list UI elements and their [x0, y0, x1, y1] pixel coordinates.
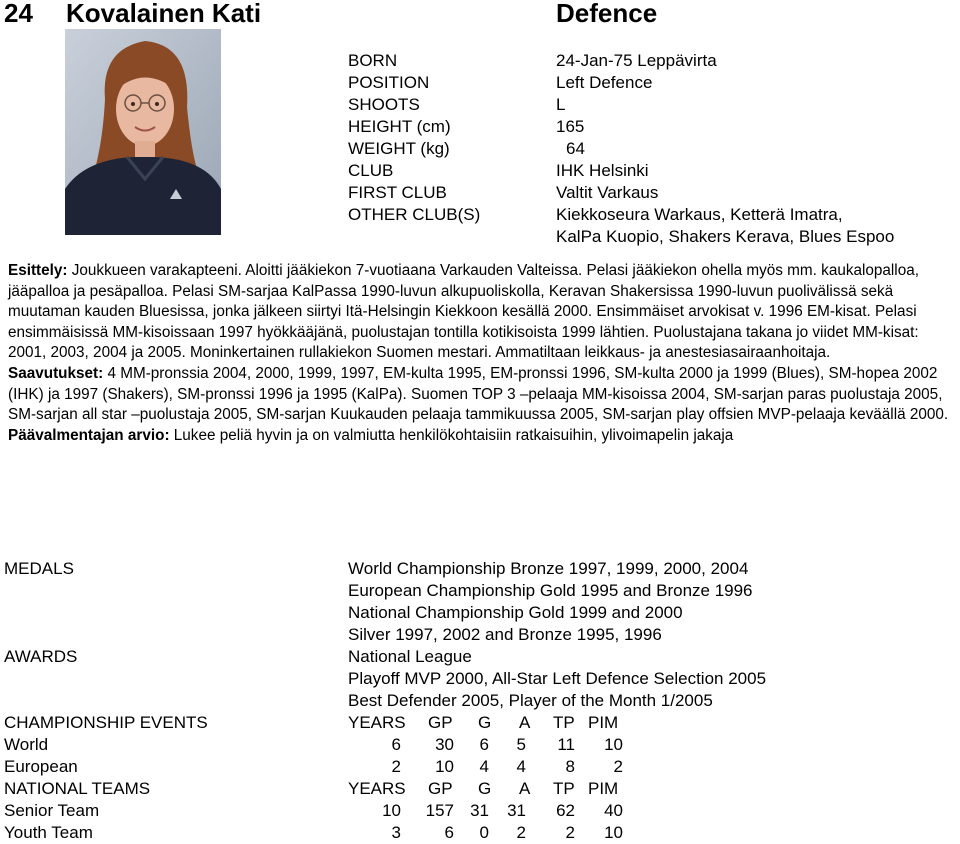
award-line: Playoff MVP 2000, All-Star Left Defence Selection 2005: [348, 669, 767, 688]
table-cell: 11: [557, 735, 575, 754]
award-line: Best Defender 2005, Player of the Month 1/2005: [348, 691, 713, 710]
national-header-gp: GP: [428, 779, 453, 798]
championship-header-a: A: [519, 713, 531, 732]
table-row-label: Youth Team: [4, 823, 93, 842]
table-cell: 4: [479, 757, 489, 776]
table-cell: 31: [470, 801, 489, 820]
info-label-weight: WEIGHT (kg): [348, 139, 450, 158]
table-row-label: Senior Team: [4, 801, 100, 820]
table-row-label: World: [4, 735, 49, 754]
championship-header-pim: PIM: [588, 713, 619, 732]
position-title: Defence: [556, 0, 658, 28]
achievements-text: 4 MM-pronssia 2004, 2000, 1999, 1997, EM-kulta 1995, EM-pronssi 1996, SM-kulta 2000 ja 1999 (Blues), SM-hopea 2002 (IHK) ja 1997 (Shakers), SM-pronssi 1996 ja 1995 (KalPa). Suomen TOP 3 –pelaaja MM-kisoissa 2004, SM-sarjan paras puolustaja 2005, SM-sarjan all star –puolustaja 2005, SM-sarjan Kuukauden pelaaja tammikuussa 2005, SM-sarjan play offsien MVP-pelaaja keväällä 2000.: [8, 364, 949, 424]
info-value-weight: 64: [566, 139, 585, 158]
medal-line: World Championship Bronze 1997, 1999, 2000, 2004: [348, 559, 749, 578]
table-cell: 31: [507, 801, 526, 820]
awards-label: AWARDS: [4, 647, 78, 666]
medal-line: National Championship Gold 1999 and 2000: [348, 603, 683, 622]
achievements-label: Saavutukset:: [8, 364, 104, 382]
intro-text: Joukkueen varakapteeni. Aloitti jääkiekon 7-vuotiaana Varkauden Valteissa. Pelasi jääkiekon ohella myös mm. kaukalopalloa, jääpalloa ja pesäpalloa. Pelasi SM-sarjaa KalPassa 1990-luvun alkupuoliskolla, Keravan Shakersissa 1990-luvun puolivälissä sekä muutaman kauden Bluesissa, jonka jälkeen siirtyi Itä-Helsingin Kiekkoon kesällä 2000. Ensimmäiset arvokisat v. 1996 EM-kisat. Pelasi ensimmäisissä MM-kisoissaan 1997 hyökkääjänä, puolustajan tontilla kotikisoista 1999 lähtien. Puolustajana takana jo viidet MM-kisat: 2001, 2003, 2004 ja 2005. Moninkertainen rullakiekon Suomen mestari. Ammatiltaan leikkaus- ja anestesiasairaanhoitaja.: [8, 262, 919, 362]
player-photo: [65, 29, 221, 235]
championship-header-gp: GP: [428, 713, 453, 732]
info-label-position: POSITION: [348, 73, 430, 92]
table-cell: 5: [516, 735, 526, 754]
info-value-other-clubs-cont: KalPa Kuopio, Shakers Kerava, Blues Espoo: [556, 227, 895, 246]
table-cell: 40: [604, 801, 623, 820]
medal-line: European Championship Gold 1995 and Bronze 1996: [348, 581, 753, 600]
championship-header-g: G: [478, 713, 492, 732]
medal-line: Silver 1997, 2002 and Bronze 1995, 1996: [348, 625, 662, 644]
table-cell: 2: [613, 757, 623, 776]
bio-section: [8, 261, 958, 446]
table-cell: 6: [479, 735, 489, 754]
info-value-other-clubs: Kiekkoseura Warkaus, Ketterä Imatra,: [556, 205, 843, 224]
table-cell: 62: [556, 801, 575, 820]
table-cell: 6: [444, 823, 454, 842]
table-cell: 2: [565, 823, 575, 842]
achievements-paragraph: [8, 364, 958, 426]
intro-label: Esittely:: [8, 262, 68, 279]
table-cell: 4: [516, 757, 526, 776]
coach-text: Lukee peliä hyvin ja on valmiutta henkilökohtaisiin ratkaisuihin, ylivoimapelin jakaja: [169, 426, 734, 444]
table-cell: 30: [435, 735, 454, 754]
national-header-tp: TP: [553, 779, 575, 798]
table-cell: 2: [391, 757, 401, 776]
championship-header-years: YEARS: [348, 713, 406, 732]
table-cell: 10: [604, 735, 623, 754]
intro-paragraph: [8, 261, 958, 364]
coach-label: Päävalmentajan arvio:: [8, 426, 170, 444]
info-value-position: Left Defence: [556, 73, 653, 92]
info-value-first-club: Valtit Varkaus: [556, 183, 659, 202]
table-cell: 157: [425, 801, 454, 820]
table-cell: 6: [391, 735, 401, 754]
info-label-height: HEIGHT (cm): [348, 117, 451, 136]
table-cell: 0: [479, 823, 489, 842]
player-name: Kovalainen Kati: [66, 0, 262, 28]
info-value-born: 24-Jan-75 Leppävirta: [556, 51, 717, 70]
national-header-g: G: [478, 779, 492, 798]
table-cell: 10: [435, 757, 454, 776]
table-cell: 10: [382, 801, 401, 820]
table-cell: 2: [516, 823, 526, 842]
medals-label: MEDALS: [4, 559, 74, 578]
table-cell: 3: [391, 823, 401, 842]
championship-label: CHAMPIONSHIP EVENTS: [4, 713, 208, 732]
table-row-label: European: [4, 757, 78, 776]
info-label-born: BORN: [348, 51, 398, 70]
national-header-years: YEARS: [348, 779, 406, 798]
info-label-first-club: FIRST CLUB: [348, 183, 447, 202]
info-label-club: CLUB: [348, 161, 394, 180]
info-label-shoots: SHOOTS: [348, 95, 420, 114]
info-value-shoots: L: [556, 95, 566, 114]
table-cell: 8: [565, 757, 575, 776]
national-header-pim: PIM: [588, 779, 619, 798]
info-label-other-clubs: OTHER CLUB(S): [348, 205, 481, 224]
award-line: National League: [348, 647, 472, 666]
info-value-height: 165: [556, 117, 585, 136]
jersey-number: 24: [4, 0, 33, 28]
national-teams-label: NATIONAL TEAMS: [4, 779, 151, 798]
table-cell: 10: [604, 823, 623, 842]
coach-paragraph: [8, 426, 958, 447]
national-header-a: A: [519, 779, 531, 798]
info-value-club: IHK Helsinki: [556, 161, 649, 180]
championship-header-tp: TP: [553, 713, 575, 732]
